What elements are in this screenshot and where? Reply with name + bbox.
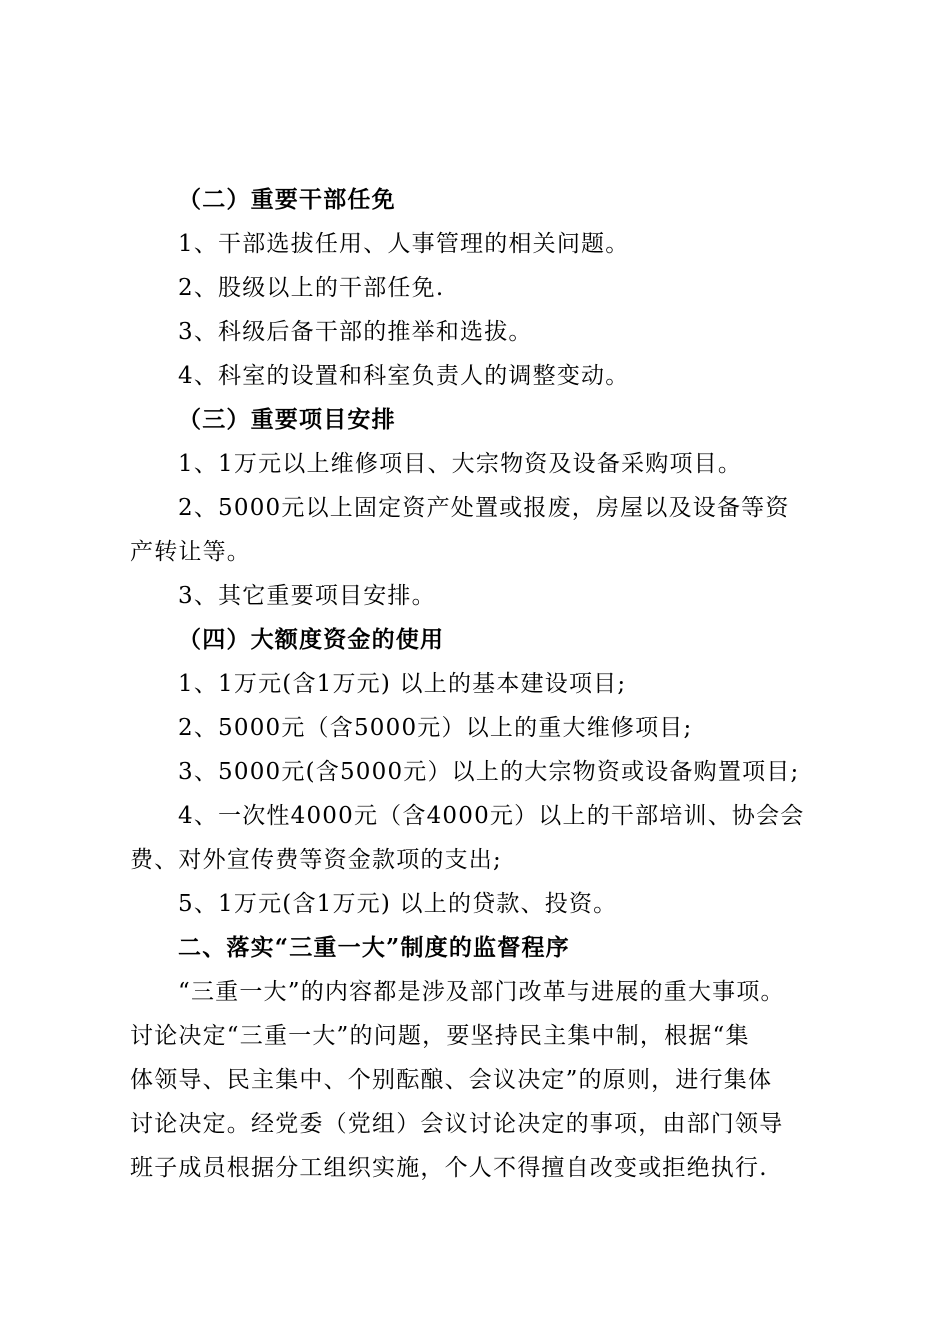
list-item: 3、5000元(含5000元）以上的大宗物资或设备购置项目; [178, 759, 800, 785]
list-item: 3、其它重要项目安排。 [178, 583, 436, 609]
list-item: 3、科级后备干部的推举和选拔。 [178, 319, 533, 345]
list-item: 2、5000元（含5000元）以上的重大维修项目; [178, 715, 693, 741]
list-item: 2、股级以上的干部任免. [178, 275, 445, 301]
list-item: 1、1万元以上维修项目、大宗物资及设备采购项目。 [178, 451, 743, 477]
list-item-continuation: 产转让等。 [130, 539, 251, 565]
list-item-continuation: 费、对外宣传费等资金款项的支出; [130, 847, 502, 873]
paragraph-line: 讨论决定“三重一大”的问题，要坚持民主集中制，根据“集 [130, 1023, 750, 1049]
section-heading-project-arrangement: （三）重要项目安排 [178, 406, 396, 433]
list-item: 4、一次性4000元（含4000元）以上的干部培训、协会会 [178, 803, 805, 829]
list-item: 4、科室的设置和科室负责人的调整变动。 [178, 363, 630, 389]
paragraph-line: 班子成员根据分工组织实施，个人不得擅自改变或拒绝执行. [130, 1155, 768, 1181]
paragraph-line: “三重一大”的内容都是涉及部门改革与进展的重大事项。 [178, 979, 785, 1005]
list-item: 5、1万元(含1万元) 以上的贷款、投资。 [178, 891, 618, 917]
section-heading-supervision-procedure: 二、落实“三重一大”制度的监督程序 [178, 934, 570, 961]
list-item: 1、干部选拔任用、人事管理的相关问题。 [178, 231, 630, 257]
list-item: 1、1万元(含1万元) 以上的基本建设项目; [178, 671, 627, 697]
list-item: 2、5000元以上固定资产处置或报废，房屋以及设备等资 [178, 495, 790, 521]
section-heading-cadre-appointment: （二）重要干部任免 [178, 186, 396, 213]
paragraph-line: 体领导、民主集中、个别酝酿、会议决定”的原则，进行集体 [130, 1067, 773, 1093]
document-body [130, 178, 840, 1190]
paragraph-line: 讨论决定。经党委（党组）会议讨论决定的事项，由部门领导 [130, 1111, 784, 1137]
section-heading-large-funds: （四）大额度资金的使用 [178, 626, 445, 653]
